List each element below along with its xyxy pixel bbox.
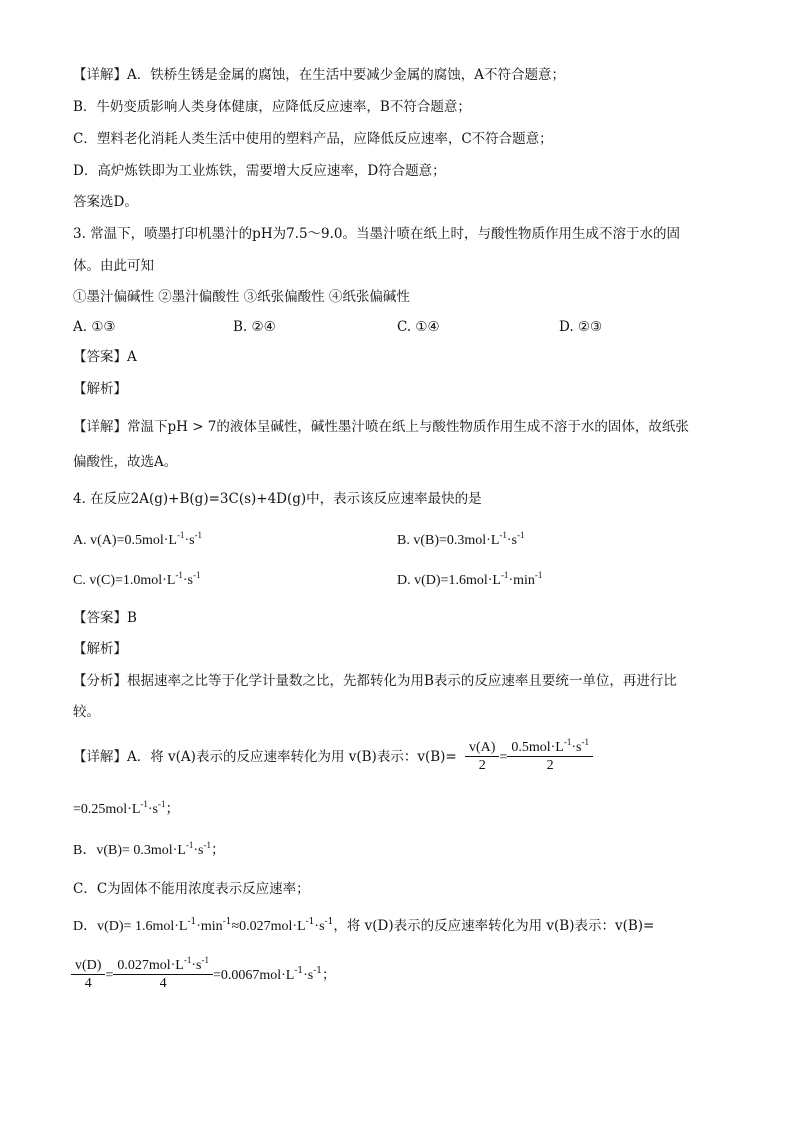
q4-analysis-label: 【解析】 bbox=[73, 641, 127, 657]
q2-detail-a: 【详解】A．铁桥生锈是金属的腐蚀，在生活中要减少金属的腐蚀，A不符合题意； bbox=[73, 67, 565, 83]
q4-option-b: B. $v(B)=0.3mol\cdot L^{-1}\cdot s^{-1}$ bbox=[397, 530, 525, 548]
q4-detail-a-result: $=0.25mol\cdot L^{-1}\cdot s^{-1}$； bbox=[73, 799, 180, 817]
q3-detail-line2: 偏酸性，故选A。 bbox=[73, 454, 178, 470]
q4-detail-d-fractions: $\frac{v(D)}{4}$ = $\frac{0.027mol\cdot L^{-1}\cdot s^{-1}}{4}$ $=0.0067mol\cdot L^{-1}\cdot s^{-1}$； bbox=[71, 958, 336, 993]
q2-detail-b: B．牛奶变质影响人类身体健康，应降低反应速率，B不符合题意； bbox=[73, 99, 471, 115]
q4-detail-d: D．$v(D)= 1.6mol\cdot L^{-1}\cdot\min^{-1}\approx 0.027mol\cdot L^{-1}\cdot s^{-1}$，将 v(D)表示的反应速率转化为用 v(B)表示：v(B)= bbox=[73, 917, 655, 934]
q4-option-d: D. $v(D)=1.6mol\cdot L^{-1}\cdot\min^{-1}$ bbox=[397, 570, 543, 588]
q4-fenxi-line2: 较。 bbox=[73, 704, 100, 720]
q4-option-c: C. $v(C)=1.0mol\cdot L^{-1}\cdot s^{-1}$ bbox=[73, 570, 201, 588]
q4-detail-c: C．C为固体不能用浓度表示反应速率； bbox=[73, 881, 310, 897]
q3-option-c: C. ①④ bbox=[397, 319, 440, 335]
fraction-value-over-4: $\frac{0.027mol\cdot L^{-1}\cdot s^{-1}}{4}$ bbox=[113, 958, 213, 993]
q2-answer-line: 答案选D。 bbox=[73, 194, 138, 210]
q2-detail-d: D．高炉炼铁即为工业炼铁，需要增大反应速率，D符合题意； bbox=[73, 163, 446, 179]
q4-fenxi-line1: 【分析】根据速率之比等于化学计量数之比，先都转化为用B表示的反应速率且要统一单位，再进行比 bbox=[73, 673, 677, 689]
q3-stem-line2: 体。由此可知 bbox=[73, 258, 154, 274]
q3-stem-line1: 3. 常温下，喷墨打印机墨汁的pH为7.5～9.0。当墨汁喷在纸上时，与酸性物质作用生成不溶于水的固 bbox=[73, 226, 681, 242]
fraction-vd-over-4: $\frac{v(D)}{4}$ bbox=[71, 958, 105, 993]
q3-answer: 【答案】A bbox=[73, 349, 137, 365]
q4-stem: 4. 在反应2A(g)+B(g)=3C(s)+4D(g)中，表示该反应速率最快的是 bbox=[73, 491, 482, 507]
fraction-value-over-2: $\frac{0.5mol\cdot L^{-1}\cdot s^{-1}}{2}$ bbox=[507, 740, 593, 775]
q4-detail-a-prefix: 【详解】A．将 v(A)表示的反应速率转化为用 v(B)表示：v(B)= bbox=[73, 749, 457, 765]
q4-detail-b: B．$v(B)= 0.3mol\cdot L^{-1}\cdot s^{-1}$； bbox=[73, 840, 226, 858]
q3-option-b: B. ②④ bbox=[233, 319, 276, 335]
q3-analysis-label: 【解析】 bbox=[73, 381, 127, 397]
q3-detail-line1: 【详解】常温下pH > 7的液体呈碱性，碱性墨汁喷在纸上与酸性物质作用生成不溶于水的固体，故纸张 bbox=[73, 419, 689, 435]
q4-option-a: A. $v(A)=0.5mol\cdot L^{-1}\cdot s^{-1}$ bbox=[73, 530, 203, 548]
q3-option-d: D. ②③ bbox=[559, 319, 603, 335]
q3-statements: ①墨汁偏碱性 ②墨汁偏酸性 ③纸张偏酸性 ④纸张偏碱性 bbox=[73, 289, 410, 305]
q2-detail-c: C．塑料老化消耗人类生活中使用的塑料产品，应降低反应速率，C不符合题意； bbox=[73, 131, 553, 147]
fraction-va-over-2: $\frac{v(A)}{2}$ bbox=[465, 740, 499, 775]
q4-detail-a: 【详解】A．将 v(A)表示的反应速率转化为用 v(B)表示：v(B)= $\frac{v(A)}{2}$ = $\frac{0.5mol\cdot L^{-1}\cdot s^{-1}}{2}$ bbox=[73, 740, 593, 775]
q4-answer: 【答案】B bbox=[73, 610, 137, 626]
q3-option-a: A. ①③ bbox=[73, 319, 116, 335]
